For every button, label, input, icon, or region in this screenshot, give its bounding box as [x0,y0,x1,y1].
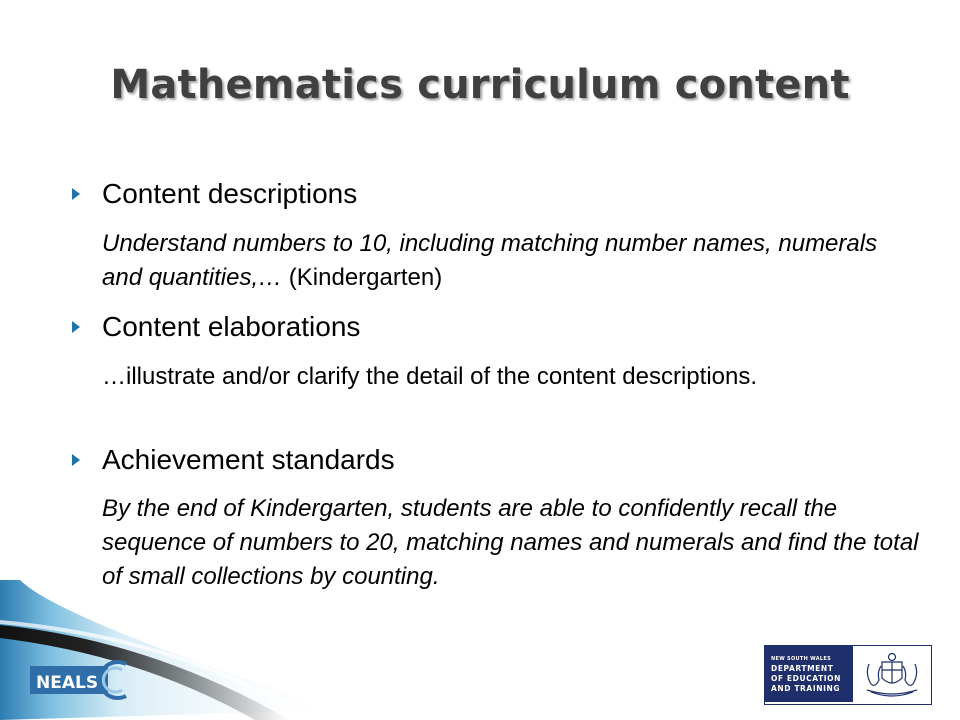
slide-title: Mathematics curriculum content [110,62,850,108]
nsw-line-4: AND TRAINING [771,684,841,693]
bullet-achievement-standards [70,443,395,477]
bullet-heading: Content descriptions [102,178,358,209]
detail-plain-text: …illustrate and/or clarify the detail of the content descriptions. [102,363,758,390]
bullet-detail [102,360,922,394]
bullet-arrow-icon [72,188,80,200]
bullet-heading: Achievement standards [102,444,395,475]
nsw-line-2: DEPARTMENT [771,664,834,673]
bullet-arrow-icon [72,454,80,466]
bullet-content-elaborations [70,310,360,344]
bullet-heading: Content elaborations [102,311,361,342]
neals-logo [30,660,130,700]
neals-logo-text: NEALS [36,673,99,693]
bullet-detail [102,227,922,295]
detail-plain-text: (Kindergarten) [282,264,443,291]
nsw-line-1: NEW SOUTH WALES [771,656,831,662]
bullet-arrow-icon [72,321,80,333]
coat-of-arms-icon [853,646,931,704]
nsw-line-3: OF EDUCATION [771,674,842,683]
detail-italic-text: Understand numbers to 10, including matching number names, numerals and quantities,… [102,230,878,291]
nsw-logo-text [765,646,853,702]
nsw-department-logo [764,645,932,705]
bullet-content-descriptions [70,177,357,211]
detail-italic-text: By the end of Kindergarten, students are able to confidently recall the sequence of numbers to 20, matching names and numerals and find the total of small collections by counting. [102,495,919,590]
